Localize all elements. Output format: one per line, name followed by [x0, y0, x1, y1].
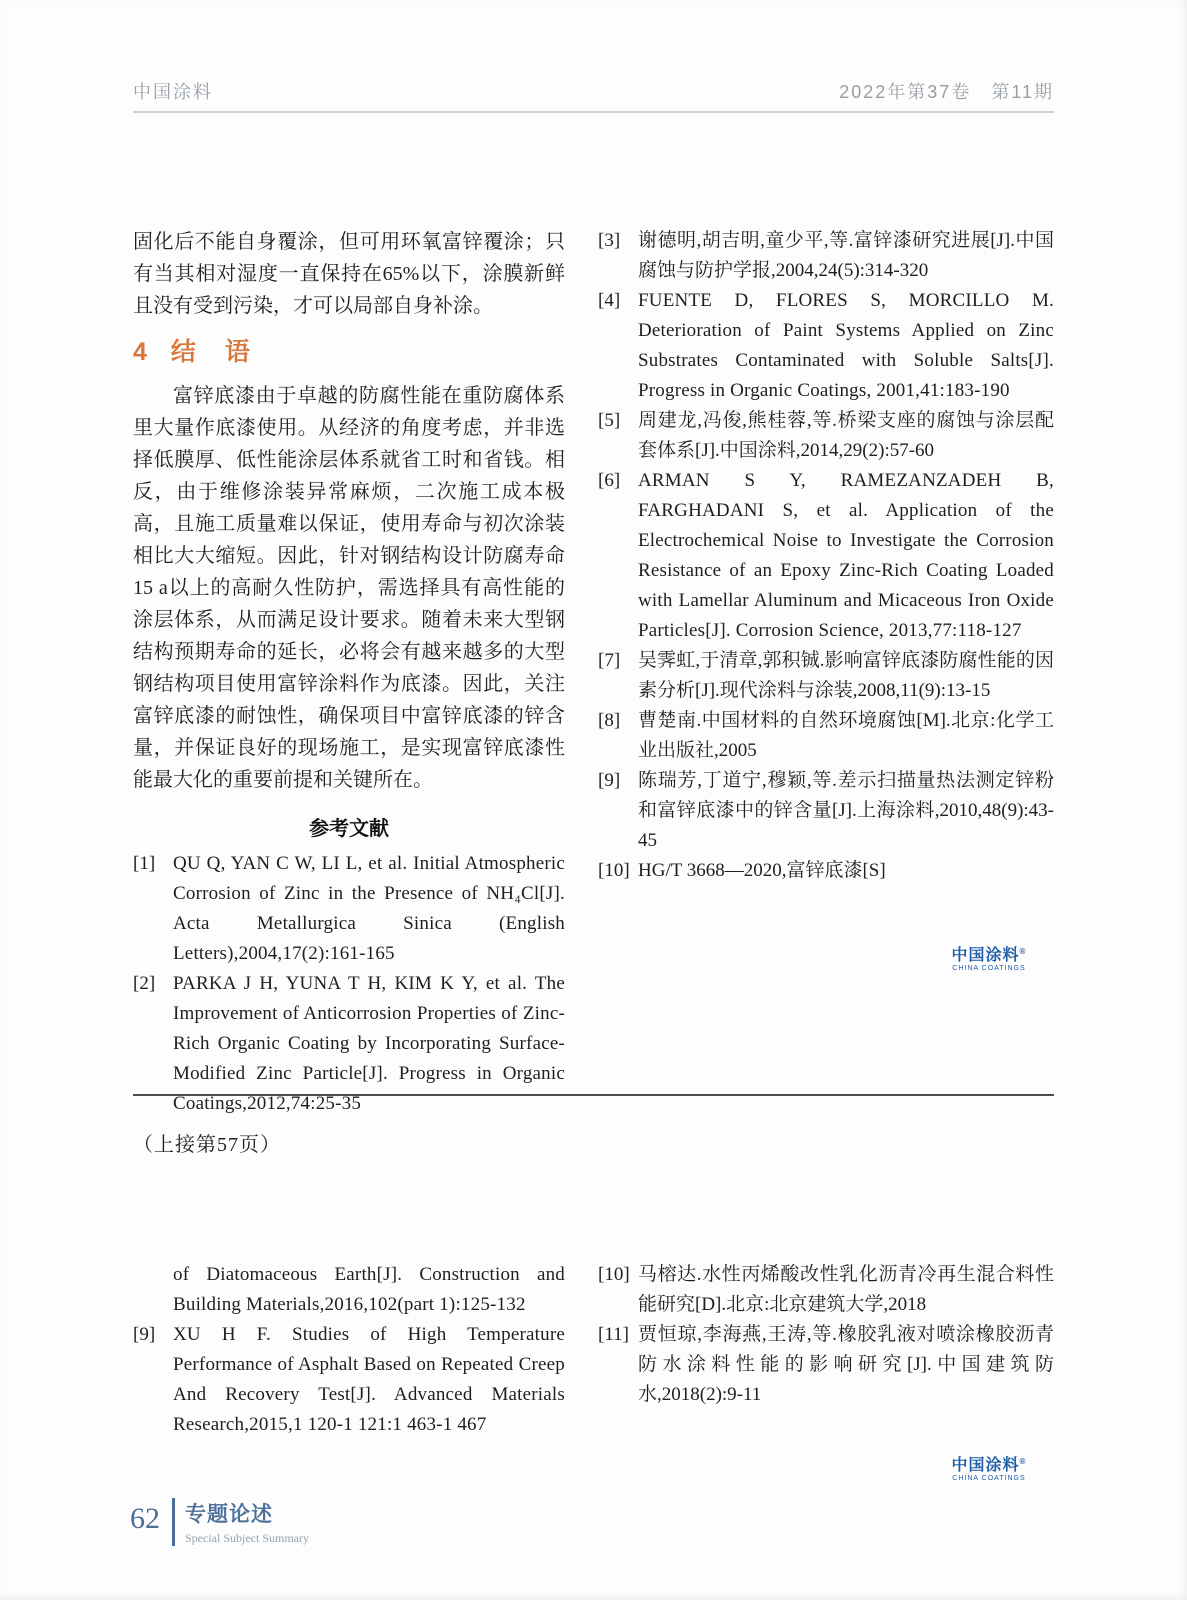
- reference-number: [10]: [598, 860, 630, 881]
- main-columns: [133, 226, 1054, 1119]
- reference-item: [598, 226, 1054, 286]
- continued-columns: [133, 1260, 1054, 1482]
- page-number: 62: [130, 1502, 160, 1535]
- logo-wrapper: [598, 948, 1054, 972]
- page-header: [133, 78, 1054, 113]
- reference-text: 曹楚南.中国材料的自然环境腐蚀[M].北京:化学工业出版社,2005: [638, 710, 1054, 761]
- section-title: 结 语: [170, 338, 252, 366]
- reference-text: of Diatomaceous Earth[J]. Construction and Building Materials,2016,102(part 1):125-132: [173, 1264, 565, 1315]
- logo-subtitle: CHINA COATINGS: [952, 1474, 1026, 1482]
- section-number: 4: [133, 338, 149, 366]
- body-paragraph: 富锌底漆由于卓越的防腐性能在重防腐体系里大量作底漆使用。从经济的角度考虑，并非选择低膜厚、低性能涂层体系就省工时和省钱。相反，由于维修涂装异常麻烦，二次施工成本极高，且施工质量难以保证，使用寿命与初次涂装相比大大缩短。因此，针对钢结构设计防腐寿命15 a以上的高耐久性防护，需选择具有高性能的涂层体系，从而满足设计要求。随着未来大型钢结构预期寿命的延长，必将会有越来越多的大型钢结构项目使用富锌涂料作为底漆。因此，关注富锌底漆的耐蚀性，确保项目中富锌底漆的锌含量，并保证良好的现场施工，是实现富锌底漆性能最大化的重要前提和关键所在。: [133, 385, 565, 791]
- continued-from-note: （上接第57页）: [133, 1134, 281, 1156]
- left-column: [133, 226, 565, 1119]
- reference-number: [10]: [598, 1264, 630, 1285]
- logo-wrapper: [598, 1458, 1054, 1482]
- reference-number: [9]: [598, 770, 621, 791]
- logo-subtitle: CHINA COATINGS: [952, 964, 1026, 972]
- reference-number: [5]: [598, 410, 621, 431]
- column-title: 专题论述: [185, 1503, 273, 1526]
- reference-text: 马榕达.水性丙烯酸改性乳化沥青冷再生混合料性能研究[D].北京:北京建筑大学,2018: [638, 1264, 1054, 1315]
- column-subtitle: Special Subject Summary: [185, 1531, 309, 1545]
- reference-item: [133, 1320, 565, 1440]
- reference-number: [133, 1260, 173, 1320]
- reference-text: XU H F. Studies of High Temperature Performance of Asphalt Based on Repeated Creep And Recovery Test[J]. Advanced Materials Research,2015,1 120-1 121:1 463-1 467: [173, 1324, 565, 1435]
- references-heading: 参考文献: [309, 818, 389, 840]
- reference-item: [133, 849, 565, 969]
- body-paragraph: 固化后不能自身覆涂，但可用环氧富锌覆涂；只有当其相对湿度一直保持在65%以下，涂膜新鲜且没有受到污染，才可以局部自身补涂。: [133, 231, 565, 317]
- reference-number: [11]: [598, 1324, 629, 1345]
- reference-number: [7]: [598, 650, 621, 671]
- reference-number: [6]: [598, 470, 621, 491]
- reference-number: [3]: [598, 230, 621, 251]
- reference-item: [133, 1260, 565, 1320]
- reference-item: [598, 646, 1054, 706]
- reference-number: [9]: [133, 1324, 156, 1345]
- footer-column-info: [185, 1498, 309, 1546]
- reference-item: [598, 406, 1054, 466]
- reference-item: [598, 706, 1054, 766]
- section-heading: [133, 332, 565, 368]
- journal-name: 中国涂料: [133, 82, 213, 102]
- continued-right-column: [598, 1260, 1054, 1482]
- reference-number: [2]: [133, 973, 156, 994]
- reference-number: [8]: [598, 710, 621, 731]
- logo-wordmark: 中国涂料®: [951, 947, 1027, 964]
- reference-item: [598, 856, 1054, 886]
- reference-text: 贾恒琼,李海燕,王涛,等.橡胶乳液对喷涂橡胶沥青防水涂料性能的影响研究[J].中国建筑防水,2018(2):9-11: [638, 1324, 1054, 1405]
- reference-number: [1]: [133, 853, 156, 874]
- issue-info: 2022年第37卷 第11期: [839, 82, 1054, 102]
- continued-left-column: [133, 1260, 565, 1482]
- reference-item: [598, 466, 1054, 646]
- reference-text: PARKA J H, YUNA T H, KIM K Y, et al. The Improvement of Anticorrosion Properties of Zinc-Rich Organic Coating by Incorporating Surface-Modified Zinc Particle[J]. Progress in Organic Coatings,2012,74:25-35: [173, 973, 565, 1114]
- registered-trademark-icon: ®: [1019, 947, 1027, 956]
- reference-text: FUENTE D, FLORES S, MORCILLO M. Deterioration of Paint Systems Applied on Zinc Substrates Contaminated with Soluble Salts[J]. Progress in Organic Coatings, 2001,41:183-190: [638, 290, 1054, 401]
- reference-item: [598, 286, 1054, 406]
- reference-item: [133, 969, 565, 1119]
- article-divider: [133, 1094, 1054, 1096]
- reference-item: [598, 1260, 1054, 1320]
- right-column: [598, 226, 1054, 1119]
- reference-text: 周建龙,冯俊,熊桂蓉,等.桥梁支座的腐蚀与涂层配套体系[J].中国涂料,2014,29(2):57-60: [638, 410, 1054, 461]
- reference-text: HG/T 3668—2020,富锌底漆[S]: [638, 860, 886, 881]
- reference-item: [598, 766, 1054, 856]
- footer-divider-bar: [172, 1498, 175, 1546]
- reference-text: QU Q, YAN C W, LI L, et al. Initial Atmospheric Corrosion of Zinc in the Presence of NH₄Cl[J]. Acta Metallurgica Sinica (English Letters),2004,17(2):161-165: [173, 853, 565, 964]
- reference-text: 谢德明,胡吉明,童少平,等.富锌漆研究进展[J].中国腐蚀与防护学报,2004,24(5):314-320: [638, 230, 1054, 281]
- reference-text: ARMAN S Y, RAMEZANZADEH B, FARGHADANI S, et al. Application of the Electrochemical Noise to Investigate the Corrosion Resistance of an Epoxy Zinc-Rich Coating Loaded with Lamellar Aluminum and Micaceous Iron Oxide Particles[J]. Corrosion Science, 2013,77:118-127: [638, 470, 1054, 641]
- china-coatings-logo: [944, 948, 1034, 972]
- reference-item: [598, 1320, 1054, 1410]
- reference-text: 吴霁虹,于清章,郭积铖.影响富锌底漆防腐性能的因素分析[J].现代涂料与涂装,2008,11(9):13-15: [638, 650, 1054, 701]
- reference-text: 陈瑞芳,丁道宁,穆颖,等.差示扫描量热法测定锌粉和富锌底漆中的锌含量[J].上海涂料,2010,48(9):43-45: [638, 770, 1054, 851]
- china-coatings-logo: [944, 1458, 1034, 1482]
- reference-number: [4]: [598, 290, 621, 311]
- page-footer: [130, 1498, 309, 1546]
- registered-trademark-icon: ®: [1019, 1457, 1027, 1466]
- logo-wordmark: 中国涂料®: [951, 1457, 1027, 1474]
